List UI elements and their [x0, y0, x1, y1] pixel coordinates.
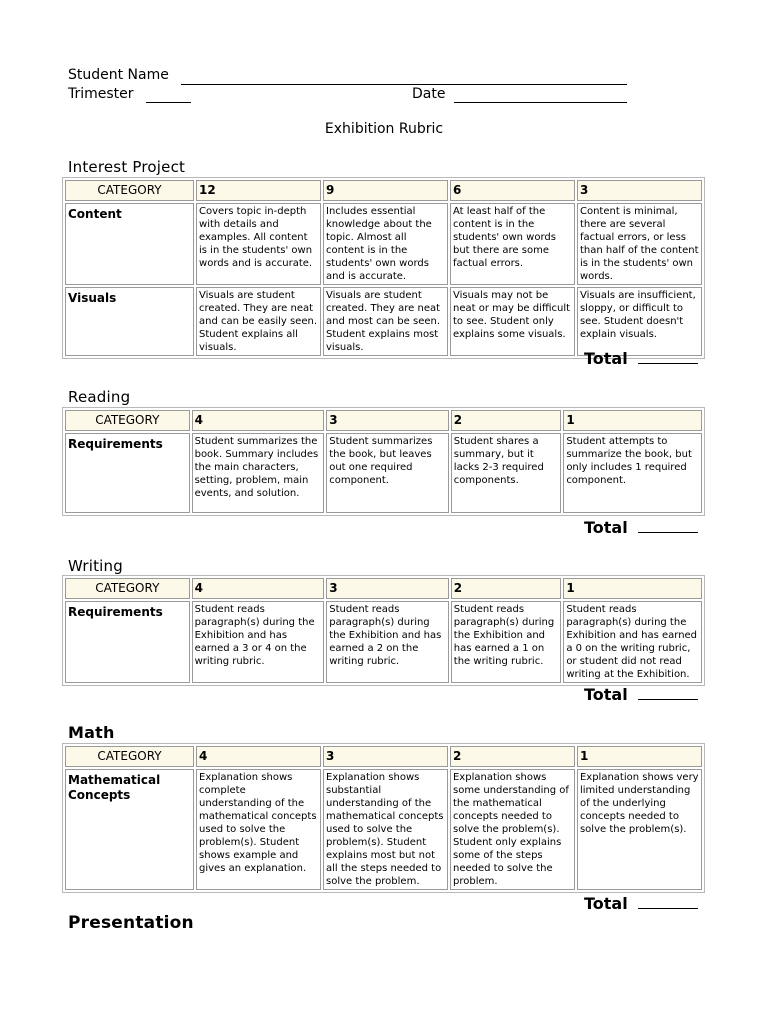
score-header: 3	[323, 746, 448, 767]
criteria-cell: At least half of the content is in the students' own words but there are some factual errors.	[450, 203, 575, 285]
criteria-cell: Content is minimal, there are several factual errors, or less than half of the content is in the students' own words.	[577, 203, 702, 285]
student-name-field[interactable]	[181, 84, 627, 85]
total-math	[584, 894, 698, 913]
rubric-table-math	[62, 743, 705, 893]
total-interest-project	[584, 349, 698, 368]
category-header: CATEGORY	[65, 180, 194, 201]
trimester-field[interactable]	[146, 102, 191, 103]
score-header: 2	[450, 746, 575, 767]
score-header: 4	[192, 410, 325, 431]
criteria-cell: Student summarizes the book. Summary includes the main characters, setting, problem, main events, and solution.	[192, 433, 325, 513]
row-label: Visuals	[65, 287, 194, 356]
score-header: 1	[563, 578, 702, 599]
table-row	[65, 433, 702, 513]
row-label: Requirements	[65, 601, 190, 683]
table-header-row	[65, 578, 702, 599]
table-row	[65, 601, 702, 683]
criteria-cell: Visuals are insufficient, sloppy, or difficult to see. Student doesn't explain visuals.	[577, 287, 702, 356]
criteria-cell: Explanation shows complete understanding of the mathematical concepts used to solve the problem(s). Student shows example and gives an explanation.	[196, 769, 321, 890]
score-header: 12	[196, 180, 321, 201]
criteria-cell: Visuals are student created. They are neat and most can be seen. Student explains most visuals.	[323, 287, 448, 356]
criteria-cell: Student summarizes the book, but leaves out one required component.	[326, 433, 449, 513]
score-header: 3	[326, 410, 449, 431]
criteria-cell: Explanation shows very limited understanding of the underlying concepts needed to solve the problem(s).	[577, 769, 702, 890]
total-blank[interactable]	[638, 351, 698, 364]
trimester-label: Trimester	[68, 86, 134, 102]
total-label: Total	[584, 349, 628, 368]
table-header-row	[65, 180, 702, 201]
row-label: Requirements	[65, 433, 190, 513]
score-header: 3	[577, 180, 702, 201]
criteria-cell: Explanation shows some understanding of the mathematical concepts needed to solve the problem(s). Student only explains some of the steps needed to solve the problem.	[450, 769, 575, 890]
criteria-cell: Student reads paragraph(s) during the Exhibition and has earned a 1 on the writing rubric.	[451, 601, 562, 683]
score-header: 2	[451, 578, 562, 599]
section-title-reading: Reading	[68, 388, 131, 406]
total-writing	[584, 685, 698, 704]
criteria-cell: Student reads paragraph(s) during the Exhibition and has earned a 2 on the writing rubric.	[326, 601, 449, 683]
score-header: 3	[326, 578, 449, 599]
criteria-cell: Explanation shows substantial understanding of the mathematical concepts used to solve the problem(s). Student explains most but not all the steps needed to solve the problem.	[323, 769, 448, 890]
category-header: CATEGORY	[65, 746, 194, 767]
criteria-cell: Student reads paragraph(s) during the Exhibition and has earned a 3 or 4 on the writing rubric.	[192, 601, 325, 683]
total-label: Total	[584, 685, 628, 704]
section-title-presentation: Presentation	[68, 913, 194, 933]
rubric-table-interest-project	[62, 177, 705, 359]
score-header: 4	[192, 578, 325, 599]
criteria-cell: Student attempts to summarize the book, but only includes 1 required component.	[563, 433, 702, 513]
table-header-row	[65, 746, 702, 767]
row-label: Content	[65, 203, 194, 285]
document-title: Exhibition Rubric	[324, 121, 444, 137]
section-title-writing: Writing	[68, 557, 123, 575]
total-blank[interactable]	[638, 896, 698, 909]
score-header: 1	[563, 410, 702, 431]
criteria-cell: Visuals may not be neat or may be difficult to see. Student only explains some visuals.	[450, 287, 575, 356]
score-header: 4	[196, 746, 321, 767]
total-reading	[584, 518, 698, 537]
score-header: 9	[323, 180, 448, 201]
rubric-table-writing	[62, 575, 705, 686]
table-row	[65, 287, 702, 356]
table-header-row	[65, 410, 702, 431]
date-label: Date	[412, 86, 446, 102]
student-name-label: Student Name	[68, 67, 169, 83]
category-header: CATEGORY	[65, 410, 190, 431]
section-title-math: Math	[68, 723, 115, 742]
table-row	[65, 769, 702, 890]
score-header: 2	[451, 410, 562, 431]
criteria-cell: Visuals are student created. They are neat and can be easily seen. Student explains all visuals.	[196, 287, 321, 356]
criteria-cell: Includes essential knowledge about the topic. Almost all content is in the students' own words and is accurate.	[323, 203, 448, 285]
score-header: 6	[450, 180, 575, 201]
total-label: Total	[584, 894, 628, 913]
category-header: CATEGORY	[65, 578, 190, 599]
score-header: 1	[577, 746, 702, 767]
criteria-cell: Covers topic in-depth with details and examples. All content is in the students' own words and is accurate.	[196, 203, 321, 285]
row-label: Mathematical Concepts	[65, 769, 194, 890]
total-label: Total	[584, 518, 628, 537]
criteria-cell: Student reads paragraph(s) during the Exhibition and has earned a 0 on the writing rubric, or student did not read writing at the Exhibition.	[563, 601, 702, 683]
total-blank[interactable]	[638, 520, 698, 533]
total-blank[interactable]	[638, 687, 698, 700]
section-title-interest-project: Interest Project	[68, 158, 186, 176]
rubric-table-reading	[62, 407, 705, 516]
date-field[interactable]	[454, 102, 627, 103]
table-row	[65, 203, 702, 285]
criteria-cell: Student shares a summary, but it lacks 2-3 required components.	[451, 433, 562, 513]
